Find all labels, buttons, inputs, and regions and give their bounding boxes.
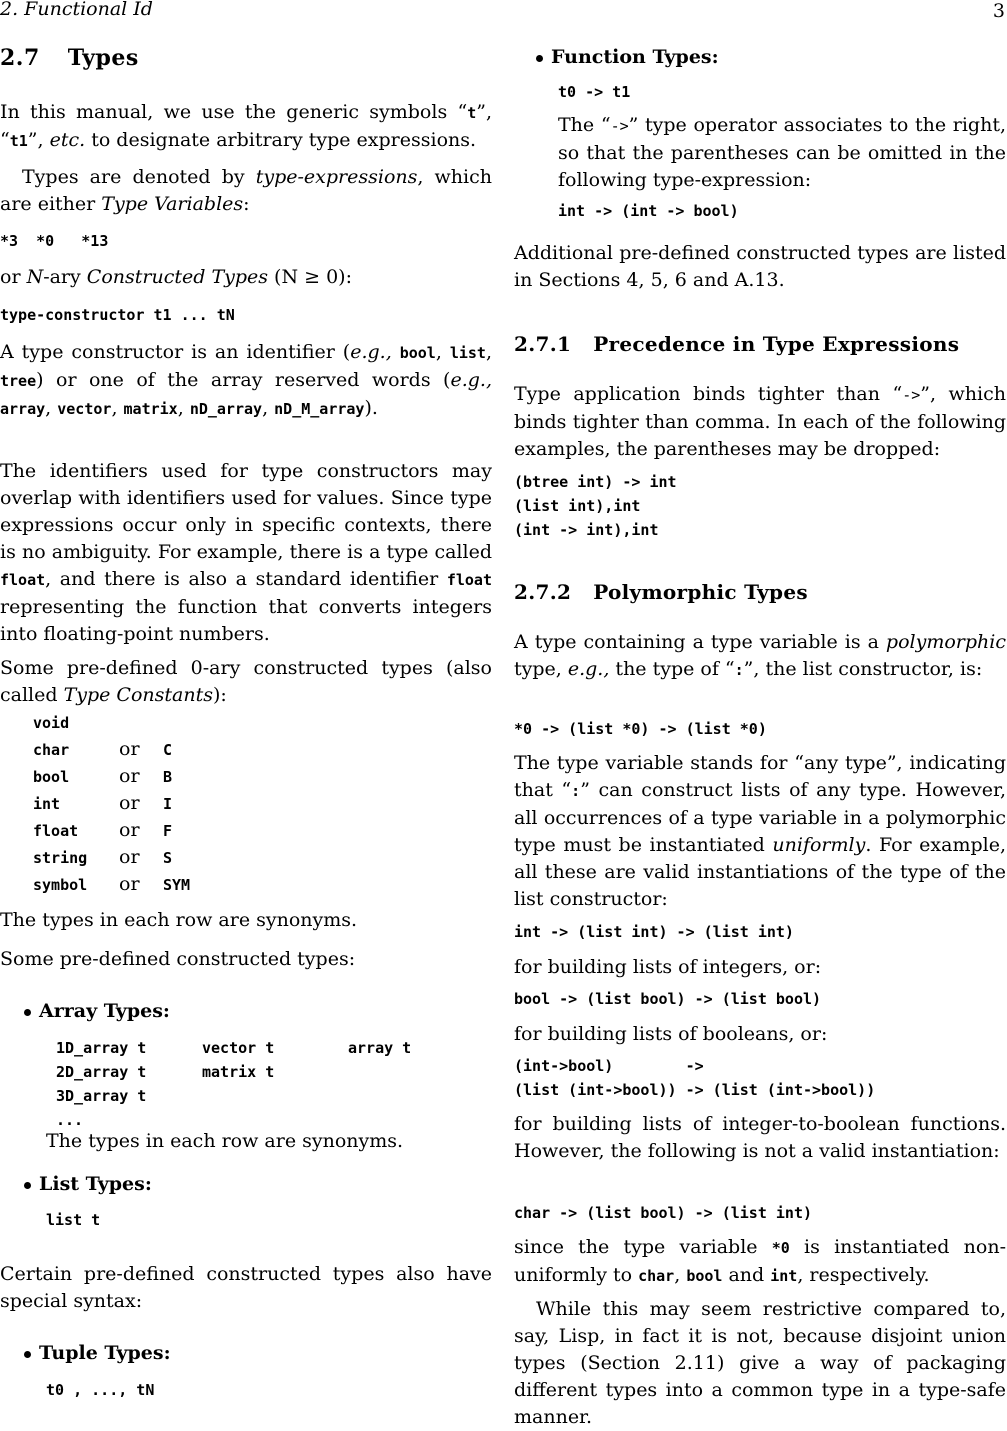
type-constant-name: bool [33,767,70,786]
type-constant-name: void [33,713,70,732]
array-type-row [56,1036,438,1060]
array-synonyms-note: The types in each row are synonyms. [46,1130,404,1152]
paragraph-arrow-operator: The “->” type operator associates to the right, so that the parentheses can be omitted in the following type-expression: [558,114,1006,191]
code-list-type: list t [46,1211,101,1229]
paragraph-identifiers: The identifiers used for type constructors may overlap with identifiers used for values. Since type expressions occur only in specific contexts, there is no ambiguity. For example, there is a type called float, and there is also a standard identifier float representing the function that converts integers into floating-point numbers. [0,460,492,645]
type-constant-name: char [33,740,70,759]
type-constant-or: or [119,738,140,760]
paragraph-synonyms: The types in each row are synonyms. [0,909,358,931]
code-function-type: t0 -> t1 [558,83,631,101]
type-constant-name: float [33,821,79,840]
array-type-cell: 1D_array t [56,1039,147,1057]
section-number: 2.7 [0,45,40,71]
bullet-tuple-types: Tuple Types: [24,1342,171,1364]
array-type-cell: 2D_array t [56,1063,147,1081]
array-type-cell: matrix t [202,1063,275,1081]
array-type-cell [202,1084,348,1108]
paragraph-generic-symbols: In this manual, we use the generic symbols “t”, “t1”, etc. to designate arbitrary type expressions. [0,101,492,151]
bullet-dot [536,55,543,62]
page-number: 3 [992,0,1005,22]
type-constant-alias: I [163,794,173,813]
paragraph-functions: for building lists of integer-to-boolean functions. However, the following is not a valid instantiation: [514,1113,1006,1162]
section-heading-2-7-2: 2.7.2 Polymorphic Types [514,580,808,604]
type-constant-name: int [33,794,61,813]
paragraph-nary: or N-ary Constructed Types (N ≥ 0): [0,266,352,288]
code-tuple-type: t0 , ..., tN [46,1381,155,1399]
array-type-cell [348,1084,438,1108]
bullet-function-types: Function Types: [536,46,719,68]
code-poly-type: *0 -> (list *0) -> (list *0) [514,720,767,738]
type-constant-alias [163,709,223,736]
paragraph-integers: for building lists of integers, or: [514,956,822,978]
paragraph-type-expressions: Types are denoted by type-expressions, which are either Type Variables: [0,166,492,215]
paragraph-since: since the type variable *0 is instantiated non-uniformly to char, bool and int, respectively. [514,1236,1007,1286]
array-type-row [56,1084,438,1108]
bullet-dot [24,1351,31,1358]
type-constant-row [33,871,223,898]
type-constants-table [33,709,223,898]
code-type-constructor: type-constructor t1 ... tN [0,306,235,324]
paragraph-disjoint-union: While this may seem restrictive compared to, say, Lisp, in fact it is not, because disjoint union types (Section 2.11) give a way of packaging different types into a common type in a type-safe manner. [514,1298,1006,1428]
type-constant-or: or [119,819,140,841]
paragraph-type-variable: The type variable stands for “any type”, indicating that “:” can construct lists of any type. However, all occurrences of a type variable in a polymorphic type must be instantiated uniformly. For example, all these are valid instantiations of the type of the list constructor: [514,752,1006,910]
paragraph-type-constants: Some pre-defined 0-ary constructed types (also called Type Constants): [0,657,492,706]
type-constant-row [33,790,223,817]
type-constant-or: or [119,792,140,814]
bullet-dot [24,1009,31,1016]
running-header: 2. Functional Id [0,0,153,20]
type-constant-or: or [119,846,140,868]
array-type-row [56,1060,438,1084]
type-constant-alias: B [163,767,173,786]
paragraph-polymorphic: A type containing a type variable is a polymorphic type, e.g., the type of “:”, the list constructor, is: [514,631,1006,680]
code-function-instance: (int->bool) -> (list (int->bool)) -> (list (int->bool)) [514,1057,876,1099]
array-type-cell: 3D_array t [56,1087,147,1105]
type-constant-name: string [33,848,88,867]
type-constant-alias: C [163,740,173,759]
paragraph-special-syntax: Certain pre-defined constructed types also have special syntax: [0,1263,492,1312]
paragraph-booleans: for building lists of booleans, or: [514,1023,828,1045]
type-constant-alias: SYM [163,875,191,894]
array-type-cell [348,1060,438,1084]
type-constant-alias: S [163,848,173,867]
type-constant-or: or [119,765,140,787]
type-constant-or: or [119,873,140,895]
code-precedence-examples: (btree int) -> int (list int),int (int -> int),int [514,473,677,539]
type-constant-row [33,844,223,871]
type-constant-row [33,817,223,844]
paragraph-some-constructed: Some pre-defined constructed types: [0,948,356,970]
type-constant-or [119,709,163,736]
paragraph-additional-types: Additional pre-defined constructed types are listed in Sections 4, 5, 6 and A.13. [514,242,1006,291]
code-invalid-instance: char -> (list bool) -> (list int) [514,1204,813,1222]
bullet-list-types: List Types: [24,1173,152,1195]
code-type-variables: *3 *0 *13 [0,232,109,250]
bullet-array-types: Array Types: [24,1000,170,1022]
type-constant-alias: F [163,821,173,840]
section-heading-2-7 [0,45,139,71]
section-title: Types [67,45,139,71]
array-type-cell: array t [348,1039,412,1057]
type-constant-row [33,736,223,763]
code-function-example: int -> (int -> bool) [558,202,739,220]
bullet-dot [24,1182,31,1189]
type-constant-row [33,763,223,790]
type-constant-name: symbol [33,875,88,894]
type-constant-row [33,709,223,736]
paragraph-type-constructor: A type constructor is an identifier (e.g., bool, list, tree) or one of the array reserved words (e.g., array, vector, matrix, nD_array, nD_M_array). [0,341,492,419]
array-type-cell: vector t [202,1039,275,1057]
code-bool-instance: bool -> (list bool) -> (list bool) [514,990,822,1008]
paragraph-precedence: Type application binds tighter than “->”, which binds tighter than comma. In each of the following examples, the parentheses may be dropped: [514,383,1006,460]
code-int-instance: int -> (list int) -> (list int) [514,923,794,941]
array-types-table [56,1036,438,1132]
section-heading-2-7-1: 2.7.1 Precedence in Type Expressions [514,332,960,356]
array-type-cell: ... [56,1111,84,1129]
